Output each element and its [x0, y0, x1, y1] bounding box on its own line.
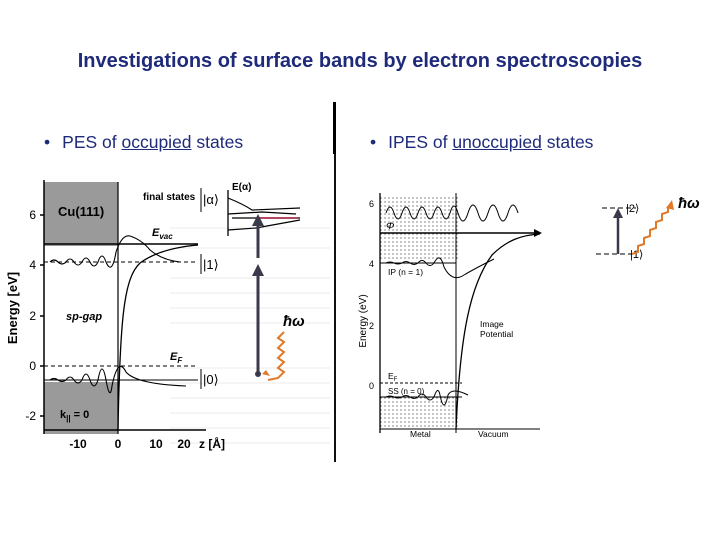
ss-label: SS (n = 0)	[388, 387, 425, 396]
bullet-pes	[44, 132, 243, 153]
bullet-ipes	[370, 132, 593, 153]
background-scan-texture	[170, 228, 330, 443]
y-axis-label: Energy [eV]	[5, 271, 20, 345]
bullet-underlined-word: unoccupied	[452, 132, 542, 152]
ip-label: IP (n = 1)	[388, 267, 424, 277]
y-tick-0: 0	[368, 381, 374, 391]
y-tick-4: 4	[368, 259, 374, 269]
pes-figure	[0, 168, 332, 460]
y-tick-4: 4	[29, 258, 36, 272]
photon-label: ħω	[283, 313, 305, 330]
vacuum-label: Vacuum	[478, 429, 509, 439]
lower-band-region	[380, 395, 460, 429]
x-tick-minus10: -10	[69, 437, 87, 451]
y-tick-6: 6	[29, 208, 36, 222]
y-tick-2: 2	[29, 309, 36, 323]
bullet-text-prefix: IPES of	[388, 132, 453, 152]
k-parallel-label: $k_{||} = 0$	[60, 409, 90, 423]
column-divider	[334, 102, 336, 462]
bullet-text-prefix: PES of	[62, 132, 122, 152]
ket-zero: |0⟩	[203, 372, 219, 387]
ipes-figure	[352, 185, 552, 445]
y-tick-0: 0	[29, 359, 36, 373]
x-tick-10: 10	[149, 437, 163, 451]
bullet-marker: •	[370, 132, 377, 152]
ket-alpha: |α⟩	[203, 192, 219, 207]
y-tick-minus2: -2	[25, 409, 36, 423]
sp-gap-label: sp-gap	[66, 311, 103, 323]
column-divider-top	[333, 102, 336, 154]
x-tick-0: 0	[114, 437, 122, 451]
photon-label: ħω	[678, 195, 700, 212]
ket-one: |1⟩	[203, 257, 219, 272]
e-vac-label: $E_{vac}$	[152, 227, 173, 241]
bullet-underlined-word: occupied	[121, 132, 192, 152]
y-axis-label: Energy (eV)	[358, 294, 369, 348]
e-f-label: $E_F$	[388, 371, 398, 383]
ipes-inset	[592, 186, 712, 276]
e-f-label: $E_F$	[170, 351, 183, 365]
image-potential-label: Image	[480, 319, 504, 329]
potential-curve	[118, 245, 198, 430]
y-tick-6: 6	[368, 199, 374, 209]
x-tick-20: 20	[177, 437, 191, 451]
initial-state-dot	[255, 371, 261, 377]
bullet-marker: •	[44, 132, 51, 152]
crystal-label: Cu(111)	[58, 204, 105, 219]
bullet-text-suffix: states	[541, 132, 594, 152]
final-states-label: final states	[143, 192, 196, 203]
photon-wavy-arrow	[268, 332, 284, 380]
metal-label: Metal	[410, 429, 431, 439]
y-tick-2: 2	[368, 321, 374, 331]
x-axis-label: z [Å]	[199, 437, 225, 451]
ket-one: |1⟩	[630, 249, 644, 261]
phi-label: Φ	[386, 221, 395, 232]
slide-title: Investigations of surface bands by electron spectroscopies	[77, 50, 643, 72]
e-alpha-label: E(α)	[232, 182, 252, 193]
bullet-text-suffix: states	[191, 132, 244, 152]
spectrum-curve	[228, 198, 300, 230]
image-potential-label-2: Potential	[480, 329, 514, 339]
ket-two: |2⟩	[626, 203, 640, 215]
